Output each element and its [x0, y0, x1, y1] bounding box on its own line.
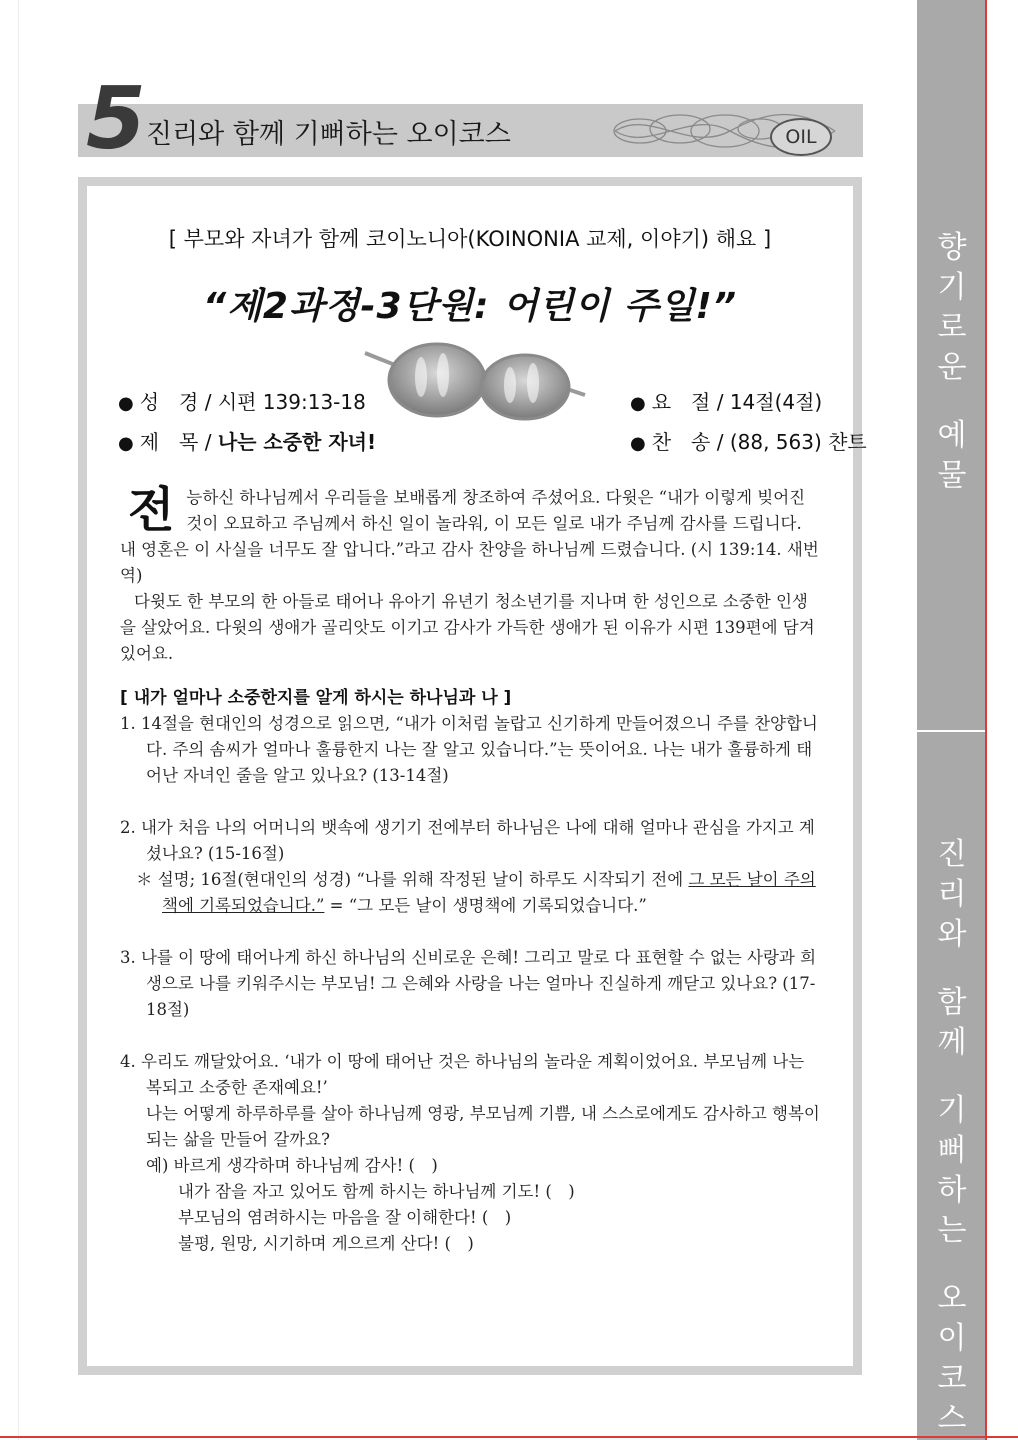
- verse-value: 14절(4절): [729, 390, 823, 414]
- note-underlined-text: 그 모든 날이 주의 책에 기록되었습니다.”: [162, 870, 816, 915]
- page-edge-right: [985, 0, 987, 1440]
- scripture-row: ● 성 경 / 시편 139:13-18: [118, 390, 366, 414]
- intro-text: 능하신 하나님께서 우리들을 보배롭게 창조하여 주셨어요. 다윗은 “내가 이렇게 빚어진 것이 오묘하고 주님께서 하신 일이 놀라워, 이 모든 일로 내가 주님께 감사를 드립니다. 내 영혼은 이 사실을 너무도 잘 압니다.”라고 감사 찬양을 하나님께 드렸습니다. (시 139:14. 새번역): [120, 488, 819, 585]
- side-char: 뻐: [937, 1133, 967, 1168]
- question-4-prompt: 나는 어떻게 하루하루를 살아 하나님께 영광, 부모님께 기쁨, 내 스스로에게도 감사하고 행복이 되는 삶을 만들어 갈까요?: [146, 1104, 820, 1149]
- side-char: 기: [937, 1093, 967, 1128]
- side-char: 로: [937, 310, 967, 345]
- question-4: 4. 우리도 깨달았어요. ‘내가 이 땅에 태어난 것은 하나님의 놀라운 계획이었어요. 부모님께 나는 복되고 소중한 존재예요!’: [120, 1052, 805, 1097]
- question-1: 1. 14절을 현대인의 성경으로 읽으면, “내가 이처럼 놀랍고 신기하게 만들어졌으니 주를 찬양합니다. 주의 솜씨가 얼마나 훌륭한지 나는 잘 알고 있습니다.”는 뜻이어요. 나는 내가 훌륭하게 태어난 자녀인 줄을 알고 있나요? (13-14절): [120, 714, 818, 785]
- side-char: 리: [937, 877, 967, 912]
- side-char: 이: [937, 1321, 967, 1356]
- side-char: 물: [937, 458, 967, 493]
- side-char: 운: [937, 350, 967, 385]
- question-2: 2. 내가 처음 나의 어머니의 뱃속에 생기기 전에부터 하나님은 나에 대해 얼마나 관심을 가지고 계셨나요? (15-16절): [120, 818, 815, 863]
- side-char: 코: [937, 1361, 967, 1396]
- note-text: ＊ 설명; 16절(현대인의 성경) “나를 위해 작정된 날이 하루도 시작되기 전에: [136, 870, 689, 889]
- side-char: 예: [937, 418, 967, 453]
- page-edge-left: [18, 0, 19, 1440]
- theme-label: 제 목: [139, 430, 199, 454]
- note-text-end: = “그 모든 날이 생명책에 기록되었습니다.”: [324, 896, 647, 915]
- example-3: 부모님의 염려하시는 마음을 잘 이해한다! ( ): [178, 1208, 512, 1227]
- example-4: 불평, 원망, 시기하며 게으르게 산다! ( ): [178, 1234, 474, 1253]
- theme-value: 나는 소중한 자녀!: [217, 430, 377, 454]
- hymn-value: (88, 563) 챤트: [729, 430, 867, 454]
- section-number: 5: [86, 69, 146, 169]
- scripture-value: 시편 139:13-18: [217, 390, 366, 414]
- verse-label: 요 절: [651, 390, 711, 414]
- lesson-title: “제2과정-3단원: 어린이 주일!”: [202, 286, 738, 327]
- theme-row: ● 제 목 / 나는 소중한 자녀!: [118, 430, 377, 454]
- intro-paragraph-2: 다윗도 한 부모의 한 아들로 태어나 유아기 유년기 청소년기를 지나며 한 성인으로 소중한 인생을 살았어요. 다윗의 생애가 골리앗도 이기고 감사가 가득한 생애가 된 이유가 시편 139편에 담겨 있어요.: [120, 592, 815, 663]
- side-char: 진: [937, 837, 967, 872]
- side-char: 는: [937, 1213, 967, 1248]
- hymn-row: ● 찬 송 / (88, 563) 챤트: [630, 430, 867, 454]
- scripture-label: 성 경: [139, 390, 199, 414]
- sunglasses-icon: [355, 335, 595, 425]
- side-char: 께: [937, 1025, 967, 1060]
- question-2-note: [120, 867, 822, 919]
- side-char: 함: [937, 985, 967, 1020]
- lesson-body: [120, 482, 822, 1257]
- side-char: 스: [937, 1401, 967, 1436]
- hymn-label: 찬 송: [651, 430, 711, 454]
- side-char: 와: [937, 917, 967, 952]
- side-char: 하: [937, 1173, 967, 1208]
- section-title: 진리와 함께 기뻐하는 오이코스: [146, 119, 511, 150]
- side-tab-upper-label: [917, 228, 987, 496]
- question-3: 3. 나를 이 땅에 태어나게 하신 하나님의 신비로운 은혜! 그리고 말로 다 표현할 수 없는 사랑과 희생으로 나를 키워주시는 부모님! 그 은혜와 사랑을 나는 얼마나 진실하게 깨닫고 있나요? (17-18절): [120, 948, 817, 1019]
- page-edge-bottom: [0, 1436, 1018, 1438]
- side-char: 향: [937, 230, 967, 265]
- dropcap: 전: [128, 482, 175, 538]
- questions-heading: [ 내가 얼마나 소중한지를 알게 하시는 하나님과 나 ]: [120, 688, 512, 708]
- lesson-subtitle: [ 부모와 자녀가 함께 코이노니아(KOINONIA 교제, 이야기) 해요 ]: [168, 227, 772, 251]
- side-char: 오: [937, 1281, 967, 1316]
- intro-paragraph: [120, 482, 822, 589]
- example-2: 내가 잠을 자고 있어도 함께 하시는 하나님께 기도! ( ): [178, 1182, 575, 1201]
- example-1: 예) 바르게 생각하며 하나님께 감사! ( ): [146, 1156, 438, 1175]
- oil-logo: OIL: [770, 118, 832, 156]
- side-char: 기: [937, 270, 967, 305]
- side-tab-lower-label: [917, 835, 987, 1439]
- verse-row: ● 요 절 / 14절(4절): [630, 390, 823, 414]
